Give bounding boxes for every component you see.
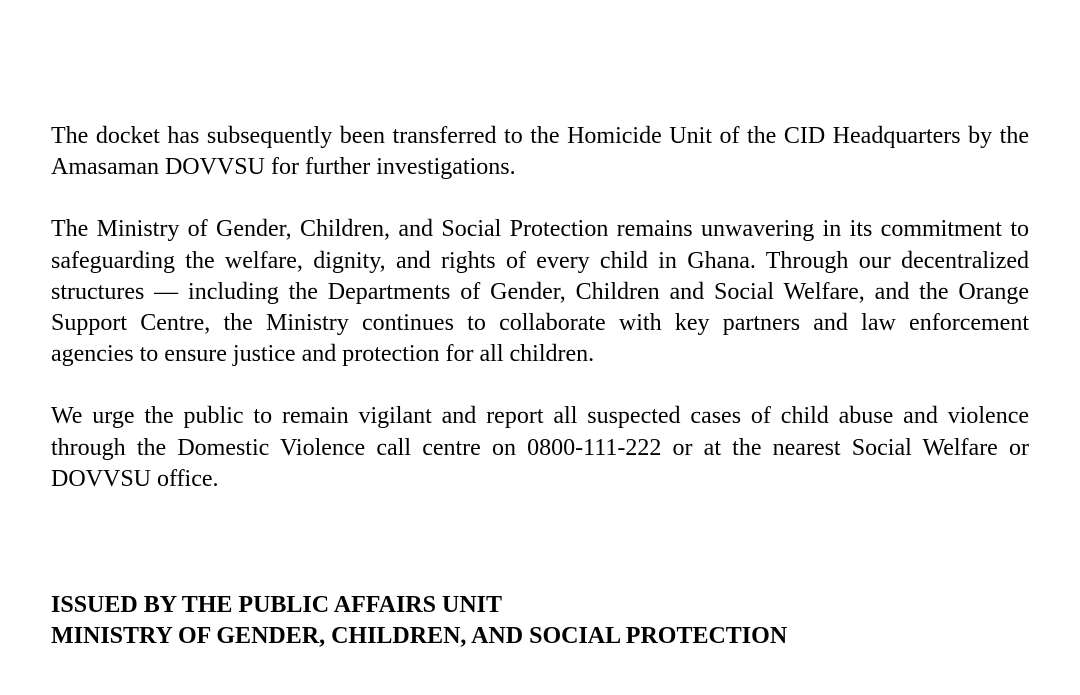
issued-by-ministry: MINISTRY OF GENDER, CHILDREN, AND SOCIAL PROTECTION: [51, 623, 788, 649]
paragraph-public-urge: We urge the public to remain vigilant and report all suspected cases of child abuse and violence through the Domestic Violence call centre on 0800-111-222 or at the nearest Social Welfare or DOVVSU office.: [51, 403, 1029, 492]
paragraph-ministry-commitment: The Ministry of Gender, Children, and Social Protection remains unwavering in its commitment to safeguarding the welfare, dignity, and rights of every child in Ghana. Through our decentralized structures — including the Departments of Gender, Children and Social Welfare, and the Orange Support Centre, the Ministry continues to collaborate with key partners and law enforcement agencies to ensure justice and protection for all children.: [51, 216, 1029, 368]
document-body: [51, 121, 1029, 495]
issued-by-block: [51, 590, 1029, 652]
paragraph-docket-transfer: The docket has subsequently been transferred to the Homicide Unit of the CID Headquarters by the Amasaman DOVVSU for further investigations.: [51, 123, 1029, 181]
issued-by-unit: ISSUED BY THE PUBLIC AFFAIRS UNIT: [51, 592, 502, 618]
